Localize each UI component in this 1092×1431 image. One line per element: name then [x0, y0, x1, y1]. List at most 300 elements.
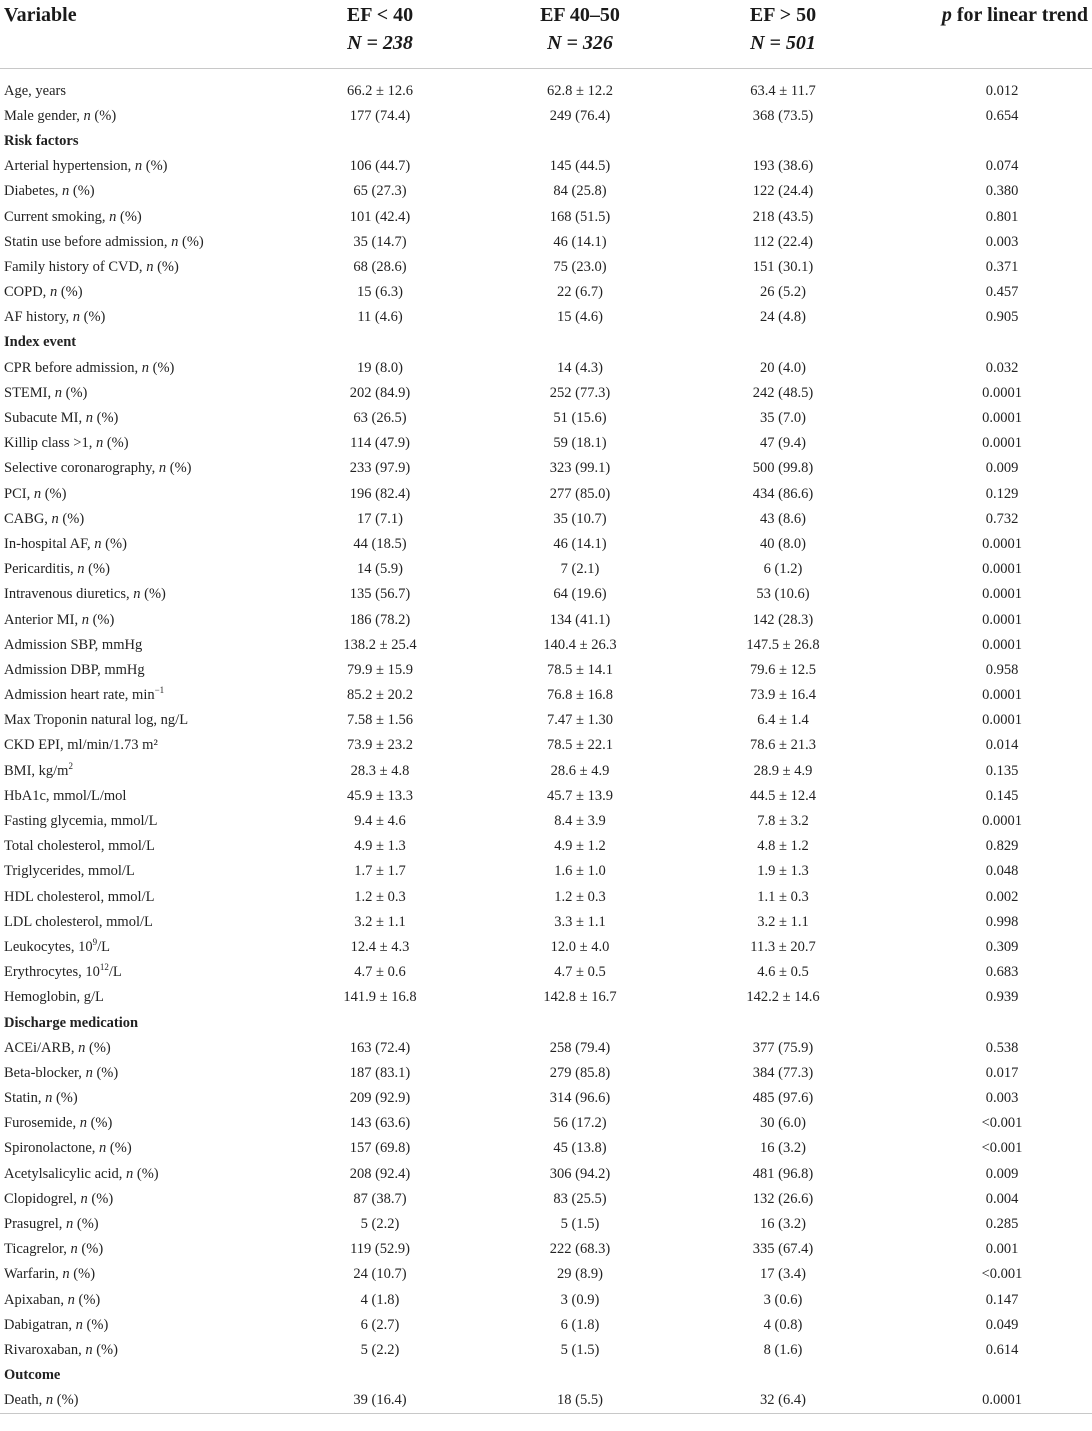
value-ef-above-50: 11.3 ± 20.7	[750, 938, 816, 955]
table-row	[0, 607, 1092, 632]
value-ef-40-50: 12.0 ± 4.0	[550, 938, 610, 955]
variable-label	[0, 633, 300, 658]
table-row	[0, 482, 1092, 507]
table-row	[0, 230, 1092, 255]
variable-name: Age, years	[4, 82, 67, 99]
p-value: 0.285	[985, 1216, 1019, 1233]
value-ef-above-50: 485 (97.6)	[752, 1090, 814, 1107]
p-value: 0.012	[985, 82, 1019, 99]
variable-name: Clopidogrel,	[4, 1190, 81, 1207]
value-ef-above-50: 384 (77.3)	[752, 1064, 814, 1081]
percent-suffix: (%)	[153, 258, 179, 275]
n-symbol: n	[158, 460, 167, 477]
value-ef-below-40: 202 (84.9)	[349, 384, 411, 401]
n-symbol: n	[45, 1392, 54, 1409]
variable-name: Prasugrel,	[4, 1216, 67, 1233]
p-value: 0.538	[985, 1039, 1019, 1056]
value-ef-above-50: 73.9 ± 16.4	[750, 687, 816, 704]
value-ef-below-40: 4 (1.8)	[360, 1291, 400, 1308]
p-value: 0.074	[985, 158, 1019, 175]
value-ef-40-50: 45 (13.8)	[553, 1140, 607, 1157]
p-value: 0.003	[985, 233, 1019, 250]
variable-label	[0, 1086, 300, 1111]
value-ef-40-50: 51 (15.6)	[553, 410, 607, 427]
value-ef-above-50: 335 (67.4)	[752, 1241, 814, 1258]
value-ef-40-50: 314 (96.6)	[549, 1090, 611, 1107]
column-header-variable: Variable	[0, 0, 300, 68]
variable-label	[0, 1111, 300, 1136]
table-row	[0, 204, 1092, 229]
section-title: Discharge medication	[4, 1014, 139, 1031]
table-row	[0, 985, 1092, 1010]
value-ef-40-50: 78.5 ± 14.1	[547, 661, 613, 678]
value-ef-above-50: 122 (24.4)	[752, 183, 814, 200]
value-ef-above-50: 1.9 ± 1.3	[757, 863, 809, 880]
table-row	[0, 1111, 1092, 1136]
n-symbol: n	[141, 359, 149, 376]
value-ef-above-50: 481 (96.8)	[752, 1165, 814, 1182]
p-value: 0.371	[985, 258, 1019, 275]
p-value: 0.0001	[982, 611, 1022, 628]
n-symbol: n	[51, 510, 59, 527]
percent-suffix: (%)	[73, 1216, 99, 1233]
variable-label	[0, 708, 300, 733]
unit-superscript: 2	[68, 760, 73, 771]
table-row	[0, 305, 1092, 330]
table-row	[0, 507, 1092, 532]
variable-label	[0, 960, 300, 985]
p-value: 0.017	[985, 1064, 1019, 1081]
value-ef-below-40: 4.7 ± 0.6	[354, 964, 406, 981]
value-ef-below-40: 135 (56.7)	[349, 586, 411, 603]
variable-name: Statin,	[4, 1090, 46, 1107]
group-size: N = 326	[547, 32, 613, 54]
p-value: 0.145	[985, 787, 1019, 804]
value-ef-above-50: 242 (48.5)	[752, 384, 814, 401]
value-ef-above-50: 4.8 ± 1.2	[757, 838, 809, 855]
group-size: N = 501	[750, 32, 816, 54]
variable-name: Statin use before admission,	[4, 233, 172, 250]
value-ef-below-40: 6 (2.7)	[360, 1316, 400, 1333]
table-row	[0, 784, 1092, 809]
value-ef-above-50: 500 (99.8)	[752, 460, 814, 477]
percent-suffix: (%)	[149, 359, 175, 376]
value-ef-below-40: 186 (78.2)	[349, 611, 411, 628]
variable-name: HbA1c, mmol/L/mol	[4, 787, 127, 804]
value-ef-40-50: 8.4 ± 3.9	[554, 813, 606, 830]
value-ef-below-40: 73.9 ± 23.2	[347, 737, 413, 754]
value-ef-40-50: 56 (17.2)	[553, 1115, 607, 1132]
variable-label	[0, 204, 300, 229]
percent-suffix: (%)	[133, 1165, 159, 1182]
n-symbol: n	[45, 1090, 53, 1107]
variable-name: Subacute MI,	[4, 410, 86, 427]
p-value: 0.380	[985, 183, 1019, 200]
percent-suffix: (%)	[85, 1039, 111, 1056]
variable-name: Warfarin,	[4, 1266, 63, 1283]
value-ef-below-40: 7.58 ± 1.56	[347, 712, 413, 729]
value-ef-40-50: 5 (1.5)	[560, 1216, 600, 1233]
variable-label	[0, 230, 300, 255]
table-row	[0, 834, 1092, 859]
variable-label	[0, 582, 300, 607]
value-ef-below-40: 208 (92.4)	[349, 1165, 411, 1182]
value-ef-40-50: 3.3 ± 1.1	[554, 913, 606, 930]
value-ef-40-50: 1.6 ± 1.0	[554, 863, 606, 880]
section-header-row	[0, 129, 1092, 154]
table-row	[0, 1338, 1092, 1363]
value-ef-below-40: 143 (63.6)	[349, 1115, 411, 1132]
value-ef-below-40: 35 (14.7)	[353, 233, 407, 250]
variable-label	[0, 1237, 300, 1262]
variable-label	[0, 1136, 300, 1161]
n-symbol: n	[49, 284, 58, 301]
group-size: N = 238	[347, 32, 413, 54]
value-ef-below-40: 5 (2.2)	[360, 1216, 400, 1233]
n-symbol: n	[75, 1316, 83, 1333]
n-symbol: n	[80, 1190, 88, 1207]
variable-name: LDL cholesterol, mmol/L	[4, 913, 153, 930]
value-ef-40-50: 75 (23.0)	[553, 258, 607, 275]
value-ef-above-50: 30 (6.0)	[760, 1115, 806, 1132]
value-ef-40-50: 15 (4.6)	[557, 309, 603, 326]
value-ef-40-50: 6 (1.8)	[560, 1316, 600, 1333]
value-ef-40-50: 59 (18.1)	[553, 435, 607, 452]
p-value: 0.009	[985, 1165, 1019, 1182]
percent-suffix: (%)	[116, 208, 142, 225]
percent-suffix: (%)	[140, 586, 166, 603]
percent-suffix: (%)	[52, 1090, 78, 1107]
value-ef-below-40: 28.3 ± 4.8	[350, 762, 410, 779]
value-ef-above-50: 4 (0.8)	[763, 1316, 803, 1333]
p-value: 0.0001	[866, 1388, 1092, 1414]
percent-suffix: (%)	[103, 435, 129, 452]
p-value: 0.457	[985, 284, 1019, 301]
value-ef-below-40: 79.9 ± 15.9	[347, 661, 413, 678]
value-ef-40-50: 249 (76.4)	[549, 107, 611, 124]
unit-suffix: /L	[108, 964, 122, 981]
table-row	[0, 1237, 1092, 1262]
table-row	[0, 1187, 1092, 1212]
n-symbol: n	[171, 233, 179, 250]
variable-name: Anterior MI,	[4, 611, 82, 628]
variable-label	[0, 104, 300, 129]
variable-name: Dabigatran,	[4, 1316, 76, 1333]
variable-label	[0, 1338, 300, 1363]
variable-label	[0, 456, 300, 481]
value-ef-below-40: 17 (7.1)	[357, 510, 403, 527]
value-ef-above-50: 142 (28.3)	[752, 611, 814, 628]
value-ef-above-50: 4.6 ± 0.5	[757, 964, 809, 981]
variable-label	[0, 431, 300, 456]
p-value: 0.801	[985, 208, 1019, 225]
percent-suffix: (%)	[53, 1392, 79, 1409]
value-ef-above-50: 20 (4.0)	[760, 359, 806, 376]
column-header-ef-40-50	[460, 0, 700, 68]
value-ef-above-50: 147.5 ± 26.8	[746, 636, 820, 653]
unit-suffix: /L	[97, 938, 110, 955]
n-symbol: n	[62, 1266, 70, 1283]
table-row	[0, 79, 1092, 104]
table-row	[0, 683, 1092, 708]
value-ef-40-50: 14 (4.3)	[557, 359, 603, 376]
table-row	[0, 1136, 1092, 1161]
value-ef-40-50: 279 (85.8)	[549, 1064, 611, 1081]
percent-suffix: (%)	[62, 384, 88, 401]
variable-label	[0, 1036, 300, 1061]
n-symbol: n	[146, 258, 154, 275]
variable-name: Leukocytes, 10	[4, 938, 93, 955]
p-value: 0.014	[985, 737, 1019, 754]
percent-suffix: (%)	[90, 107, 117, 124]
table-row	[0, 104, 1092, 129]
value-ef-40-50: 4.7 ± 0.5	[554, 964, 606, 981]
n-symbol: n	[85, 1341, 93, 1358]
value-ef-below-40: 233 (97.9)	[349, 460, 411, 477]
section-header-row	[0, 1363, 1092, 1388]
value-ef-below-40: 196 (82.4)	[349, 485, 411, 502]
value-ef-above-50: 16 (3.2)	[760, 1140, 806, 1157]
value-ef-40-50: 28.6 ± 4.9	[550, 762, 610, 779]
value-ef-above-50: 142.2 ± 14.6	[746, 989, 820, 1006]
n-symbol: n	[109, 208, 117, 225]
value-ef-below-40: 24 (10.7)	[353, 1266, 407, 1283]
n-symbol: n	[95, 435, 104, 452]
value-ef-40-50: 62.8 ± 12.2	[547, 82, 613, 99]
variable-label	[0, 557, 300, 582]
value-ef-40-50: 46 (14.1)	[553, 233, 607, 250]
percent-suffix: (%)	[69, 183, 95, 200]
value-ef-below-40: 101 (42.4)	[349, 208, 411, 225]
variable-name: CKD EPI, ml/min/1.73 m²	[4, 737, 158, 754]
percent-suffix: (%)	[88, 611, 115, 628]
value-ef-40-50: 277 (85.0)	[549, 485, 611, 502]
value-ef-40-50: 64 (19.6)	[553, 586, 607, 603]
column-header-p-trend	[866, 0, 1092, 68]
value-ef-40-50: 18 (5.5)	[460, 1388, 700, 1414]
variable-name: Erythrocytes, 10	[4, 964, 100, 981]
value-ef-40-50: 140.4 ± 26.3	[543, 636, 617, 653]
value-ef-40-50: 1.2 ± 0.3	[554, 888, 606, 905]
percent-suffix: (%)	[80, 309, 106, 326]
variable-label	[0, 1288, 300, 1313]
table-row	[0, 658, 1092, 683]
variable-name: Admission SBP, mmHg	[4, 636, 143, 653]
p-value: 0.129	[985, 485, 1019, 502]
section-header-row	[0, 1010, 1092, 1035]
variable-name: Ticagrelor,	[4, 1241, 71, 1258]
n-symbol: n	[77, 561, 85, 578]
value-ef-below-40: 4.9 ± 1.3	[354, 838, 406, 855]
variable-label	[0, 935, 300, 960]
variable-name: Admission heart rate, min	[4, 687, 155, 704]
percent-suffix: (%)	[58, 510, 85, 527]
group-name: EF < 40	[346, 4, 414, 26]
variable-label	[0, 255, 300, 280]
table-row	[0, 1086, 1092, 1111]
value-ef-40-50: 3 (0.9)	[560, 1291, 600, 1308]
value-ef-40-50: 323 (99.1)	[549, 460, 611, 477]
variable-label	[0, 1061, 300, 1086]
n-symbol: n	[66, 1216, 74, 1233]
p-value: 0.032	[985, 359, 1019, 376]
p-value: 0.0001	[982, 535, 1022, 552]
value-ef-below-40: 9.4 ± 4.6	[354, 813, 406, 830]
value-ef-below-40: 119 (52.9)	[350, 1241, 410, 1258]
variable-name: Max Troponin natural log, ng/L	[4, 712, 189, 729]
table-row	[0, 356, 1092, 381]
p-value: 0.732	[985, 510, 1019, 527]
p-value: 0.0001	[982, 687, 1022, 704]
percent-suffix: (%)	[166, 460, 192, 477]
n-symbol: n	[94, 535, 102, 552]
variable-label	[0, 381, 300, 406]
unit-superscript: 9	[92, 936, 98, 947]
variable-label	[0, 1162, 300, 1187]
table-row	[0, 431, 1092, 456]
value-ef-above-50: 40 (8.0)	[760, 535, 806, 552]
group-name: EF 40–50	[540, 4, 620, 26]
unit-superscript: −1	[154, 685, 165, 696]
percent-suffix: (%)	[106, 1140, 132, 1157]
n-symbol: n	[99, 1140, 107, 1157]
table-row	[0, 1313, 1092, 1338]
variable-name: CABG,	[4, 510, 52, 527]
variable-name: BMI, kg/m	[4, 762, 69, 779]
value-ef-40-50: 45.7 ± 13.9	[547, 787, 613, 804]
n-symbol: n	[133, 586, 141, 603]
percent-suffix: (%)	[93, 410, 119, 427]
variable-name: Family history of CVD,	[4, 258, 147, 275]
value-ef-below-40: 87 (38.7)	[353, 1190, 407, 1207]
spacer-row	[0, 68, 1092, 79]
value-ef-above-50: 1.1 ± 0.3	[757, 888, 809, 905]
n-symbol: n	[61, 183, 70, 200]
variable-name: Fasting glycemia, mmol/L	[4, 813, 158, 830]
p-value: 0.654	[985, 107, 1019, 124]
variable-name: Current smoking,	[4, 208, 110, 225]
p-value: 0.049	[985, 1316, 1019, 1333]
n-symbol: n	[54, 384, 62, 401]
variable-name: Killip class >1,	[4, 435, 96, 452]
value-ef-below-40: 19 (8.0)	[357, 359, 403, 376]
table-header	[0, 0, 1092, 68]
variable-name: Male gender,	[4, 107, 84, 124]
table-row	[0, 255, 1092, 280]
variable-name: Spironolactone,	[4, 1140, 100, 1157]
p-value: 0.998	[985, 913, 1019, 930]
value-ef-40-50: 4.9 ± 1.2	[554, 838, 606, 855]
table-row	[0, 406, 1092, 431]
variable-label	[0, 356, 300, 381]
value-ef-below-40: 66.2 ± 12.6	[347, 82, 413, 99]
value-ef-40-50: 142.8 ± 16.7	[543, 989, 617, 1006]
table-row	[0, 1061, 1092, 1086]
variable-name: Furosemide,	[4, 1115, 80, 1132]
value-ef-above-50: 63.4 ± 11.7	[750, 82, 816, 99]
p-value: 0.939	[985, 989, 1019, 1006]
p-value: 0.004	[985, 1190, 1019, 1207]
variable-name: Admission DBP, mmHg	[4, 661, 145, 678]
variable-name: STEMI,	[4, 384, 55, 401]
table-row	[0, 859, 1092, 884]
table-row	[0, 1262, 1092, 1287]
variable-label	[0, 910, 300, 935]
value-ef-below-40: 1.7 ± 1.7	[354, 863, 406, 880]
section-title: Risk factors	[4, 132, 79, 149]
table-row	[0, 582, 1092, 607]
variable-name: Arterial hypertension,	[4, 158, 135, 175]
table-row	[0, 381, 1092, 406]
n-symbol: n	[78, 1039, 86, 1056]
n-symbol: n	[126, 1165, 134, 1182]
value-ef-40-50: 5 (1.5)	[560, 1341, 600, 1358]
table-row	[0, 1288, 1092, 1313]
value-ef-below-40: 177 (74.4)	[349, 107, 411, 124]
variable-name: Selective coronarography,	[4, 460, 159, 477]
variable-label	[0, 179, 300, 204]
variable-label	[0, 280, 300, 305]
value-ef-above-50: 434 (86.6)	[752, 485, 814, 502]
variable-label	[0, 305, 300, 330]
value-ef-40-50: 22 (6.7)	[557, 284, 603, 301]
variable-label	[0, 985, 300, 1010]
percent-suffix: (%)	[77, 1241, 104, 1258]
variable-name: HDL cholesterol, mmol/L	[4, 888, 155, 905]
value-ef-above-50: 79.6 ± 12.5	[750, 661, 816, 678]
table-row	[0, 456, 1092, 481]
value-ef-40-50: 76.8 ± 16.8	[547, 687, 613, 704]
value-ef-above-50: 6 (1.2)	[763, 561, 803, 578]
table-row	[0, 179, 1092, 204]
value-ef-below-40: 68 (28.6)	[353, 258, 407, 275]
section-title: Index event	[4, 334, 77, 351]
table-row	[0, 809, 1092, 834]
p-value: <0.001	[981, 1115, 1023, 1132]
table-row	[0, 708, 1092, 733]
table-body	[0, 68, 1092, 1414]
value-ef-below-40: 63 (26.5)	[353, 410, 407, 427]
variable-label	[0, 809, 300, 834]
variable-label	[0, 406, 300, 431]
variable-label	[0, 1388, 300, 1414]
percent-suffix: (%)	[92, 1341, 118, 1358]
percent-suffix: (%)	[57, 284, 83, 301]
n-symbol: n	[134, 158, 143, 175]
p-value: 0.048	[985, 863, 1019, 880]
value-ef-below-40: 3.2 ± 1.1	[354, 913, 406, 930]
value-ef-above-50: 24 (4.8)	[760, 309, 806, 326]
variable-label	[0, 1262, 300, 1287]
p-value: 0.003	[985, 1090, 1019, 1107]
value-ef-40-50: 258 (79.4)	[549, 1039, 611, 1056]
p-value: 0.0001	[982, 561, 1022, 578]
variable-name: AF history,	[4, 309, 73, 326]
value-ef-above-50: 53 (10.6)	[756, 586, 810, 603]
p-value: 0.0001	[982, 410, 1022, 427]
n-symbol: n	[72, 309, 80, 326]
variable-label	[0, 79, 300, 104]
n-symbol: n	[70, 1241, 78, 1258]
p-value: 0.0001	[982, 435, 1022, 452]
percent-suffix: (%)	[82, 1316, 109, 1333]
percent-suffix: (%)	[92, 1064, 119, 1081]
p-value: 0.0001	[982, 636, 1022, 653]
value-ef-above-50: 368 (73.5)	[752, 107, 814, 124]
variable-name: Pericarditis,	[4, 561, 78, 578]
n-symbol: n	[81, 611, 89, 628]
table-row	[0, 910, 1092, 935]
